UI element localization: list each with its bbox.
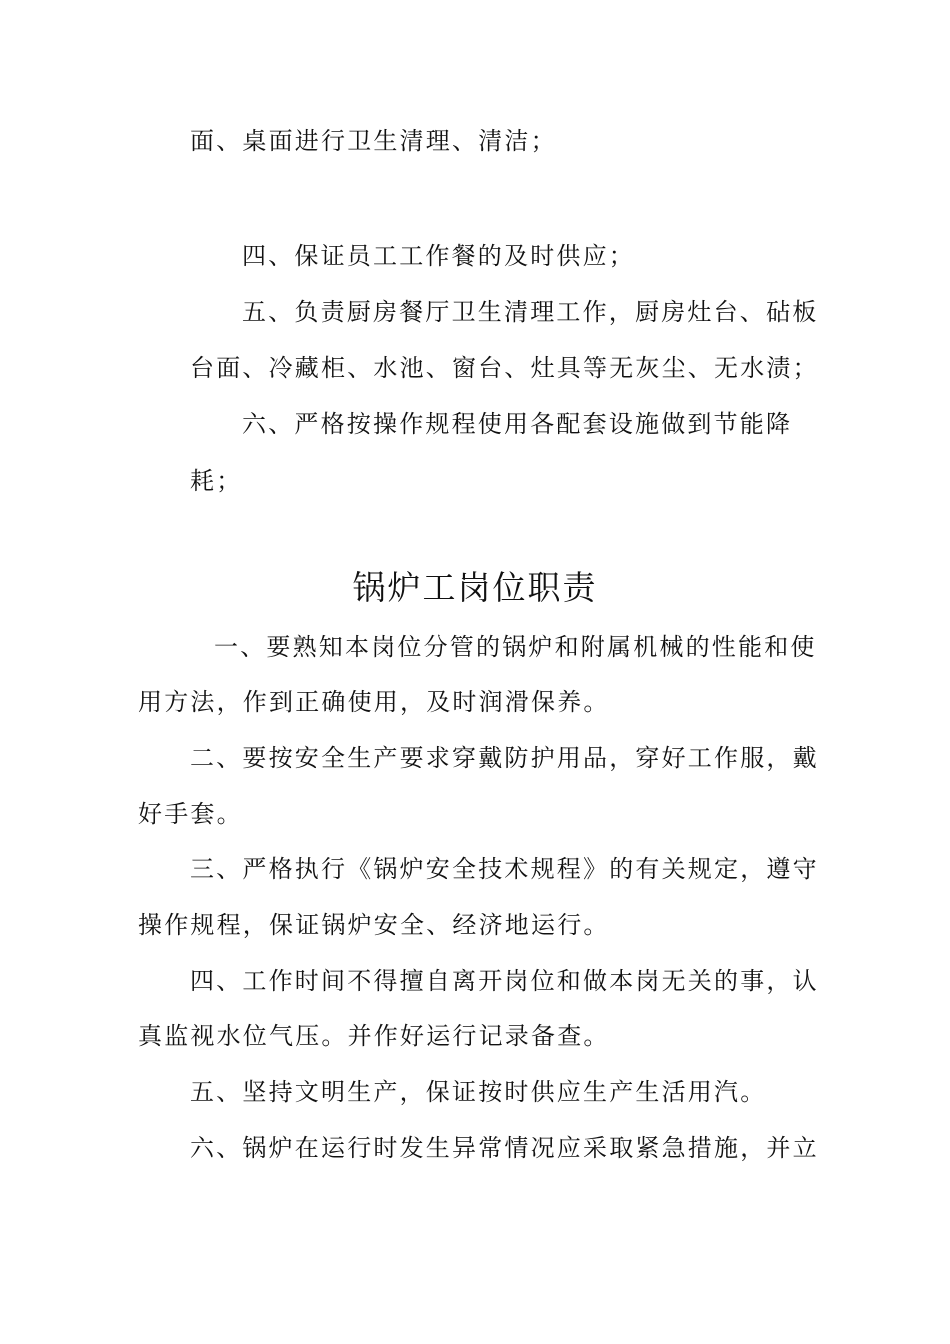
paragraph-line: 面、桌面进行卫生清理、清洁； (190, 127, 557, 155)
paragraph-line: 真监视水位气压。并作好运行记录备查。 (138, 1022, 610, 1050)
paragraph-line: 一、要熟知本岗位分管的锅炉和附属机械的性能和使 (214, 633, 817, 661)
paragraph-line: 好手套。 (138, 800, 243, 828)
paragraph-line: 六、严格按操作规程使用各配套设施做到节能降 (242, 410, 793, 438)
paragraph-line: 用方法，作到正确使用，及时润滑保养。 (138, 688, 610, 716)
paragraph-line: 六、锅炉在运行时发生异常情况应采取紧急措施，并立 (190, 1134, 819, 1162)
paragraph-line: 耗； (190, 467, 243, 495)
paragraph-line: 五、负责厨房餐厅卫生清理工作，厨房灶台、砧板 (242, 298, 819, 326)
section-title: 锅炉工岗位职责 (352, 568, 598, 607)
paragraph-line: 三、严格执行《锅炉安全技术规程》的有关规定，遵守 (190, 855, 819, 883)
paragraph-line: 操作规程，保证锅炉安全、经济地运行。 (138, 911, 610, 939)
paragraph-line: 四、保证员工工作餐的及时供应； (242, 242, 635, 270)
paragraph-line: 四、工作时间不得擅自离开岗位和做本岗无关的事，认 (190, 967, 819, 995)
paragraph-line: 五、坚持文明生产，保证按时供应生产生活用汽。 (190, 1078, 767, 1106)
paragraph-line: 台面、冷藏柜、水池、窗台、灶具等无灰尘、无水渍； (190, 354, 819, 382)
paragraph-line: 二、要按安全生产要求穿戴防护用品，穿好工作服，戴 (190, 744, 819, 772)
